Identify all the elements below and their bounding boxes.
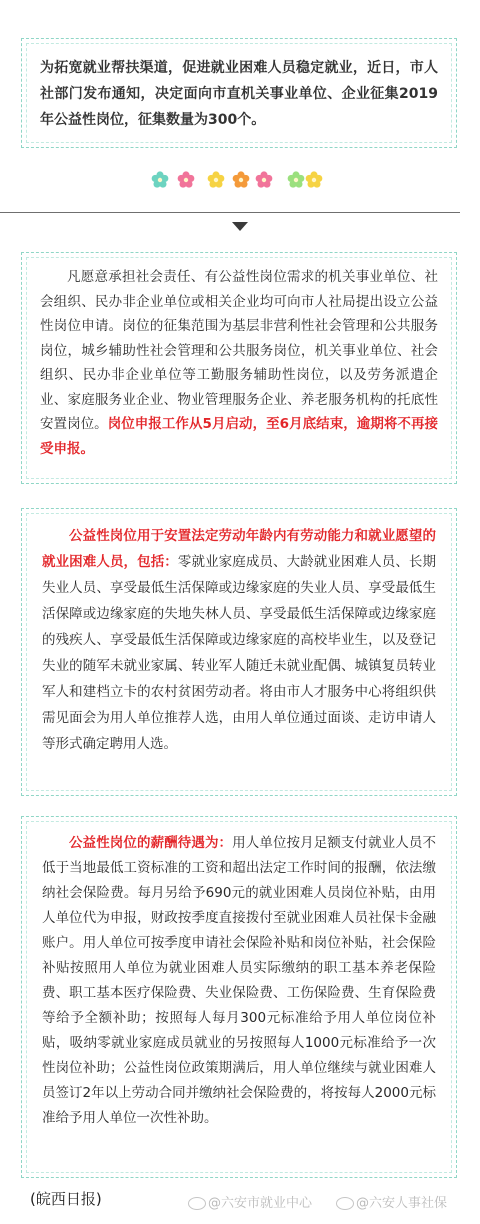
section-eligibility-highlight: 公益性岗位用于安置法定劳动年龄内有劳动能力和就业愿望的就业困难人员，包括： [42,528,436,570]
section-eligibility-text [42,523,436,757]
flower-icon [254,170,274,190]
flower-icon [304,170,324,190]
watermark [336,1192,447,1211]
flower-icon [286,170,306,190]
flower-decoration [0,170,480,194]
section-application-text [40,265,438,461]
section-application-body: 凡愿意承担社会责任、有公益性岗位需求的机关事业单位、社会组织、民办非企业单位或相关企业均可向市人社局提出设立公益性岗位申请。岗位的征集范围为基层非营利性社会管理和公共服务岗位，城乡辅助性社会管理和公共服务岗位，机关事业单位、社会组织、民办非企业单位等工勤服务辅助性岗位，以及劳务派遣企业、家庭服务业企业、物业管理服务企业、养老服务机构的托底性安置岗位。 [40,269,438,432]
section-salary [21,816,457,1178]
section-application [21,252,457,484]
source-label: (皖西日报) [30,1190,102,1208]
watermark-text: @六安人事社保 [356,1196,448,1211]
divider-line [0,212,460,213]
weibo-icon [188,1197,206,1210]
section-application-highlight: 岗位申报工作从5月启动，至6月底结束，逾期将不再接受申报。 [40,416,439,457]
flower-icon [206,170,226,190]
section-eligibility-body: 零就业家庭成员、大龄就业困难人员、长期失业人员、享受最低生活保障或边缘家庭的失业人员、享受最低生活保障或边缘家庭的失地失林人员、享受最低生活保障或边缘家庭的残疾人、享受最低生活保障或边缘家庭的高校毕业生，以及登记失业的随军未就业家属、转业军人随迁未就业配偶、城镇复员转业军人和建档立卡的农村贫困劳动者。将由市人才服务中心将组织供需见面会为用人单位推荐人选，由用人单位通过面谈、走访申请人等形式确定聘用人选。 [42,554,437,752]
section-eligibility [21,508,457,796]
flower-icon [150,170,170,190]
intro-box [21,38,457,148]
section-salary-highlight: 公益性岗位的薪酬待遇为： [69,835,233,851]
section-salary-body: 用人单位按月足额支付就业人员不低于当地最低工资标准的工资和超出法定工作时间的报酬，依法缴纳社会保险费。每月另给予690元的就业困难人员岗位补贴，由用人单位代为申报，财政按季度直接拨付至就业困难人员社保卡金融账户。用人单位可按季度申请社会保险补贴和岗位补贴，社会保险补贴按照用人单位为就业困难人员实际缴纳的职工基本养老保险费、职工基本医疗保险费、失业保险费、工伤保险费、生育保险费等给予全额补助；按照每人每月300元标准给予用人单位岗位补贴，吸纳零就业家庭成员就业的另按照每人1000元标准给予一次性岗位补助；公益性岗位政策期满后，用人单位继续与就业困难人员签订2年以上劳动合同并缴纳社会保险费的，将按每人2000元标准给予用人单位一次性补助。 [42,835,437,1126]
flower-icon [231,170,251,190]
down-arrow-icon [232,222,248,231]
watermark [188,1192,312,1211]
weibo-icon [336,1197,354,1210]
watermark-text: @六安市就业中心 [208,1196,313,1211]
flower-icon [176,170,196,190]
intro-text: 为拓宽就业帮扶渠道，促进就业困难人员稳定就业，近日，市人社部门发布通知，决定面向市直机关事业单位、企业征集2019年公益性岗位，征集数量为300个。 [40,60,438,128]
section-salary-text [42,831,436,1131]
